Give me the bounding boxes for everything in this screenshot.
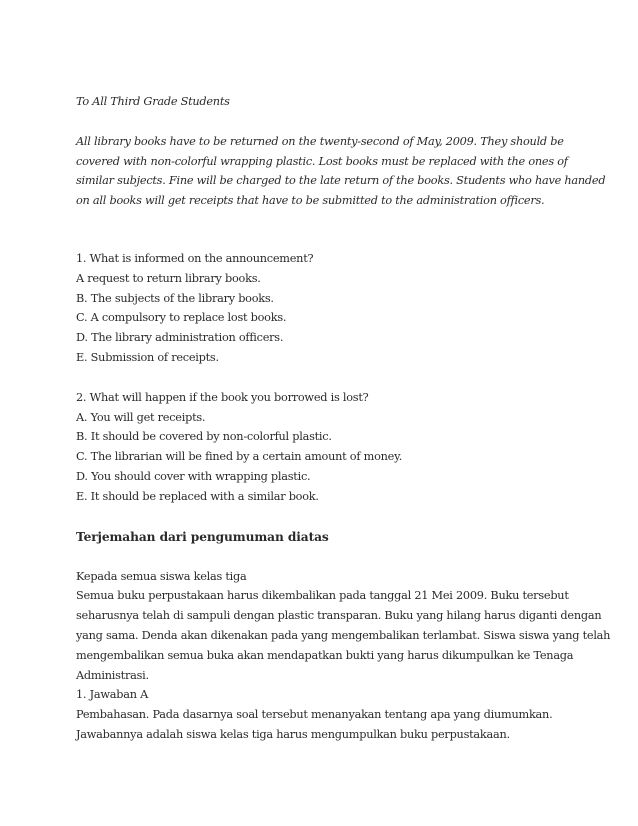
document-page xyxy=(76,92,611,745)
question-text: 1. What is informed on the announcement? xyxy=(76,251,314,265)
option-a: A. You will get receipts. xyxy=(76,410,206,424)
option-e: E. It should be replaced with a similar book. xyxy=(76,489,319,503)
announcement-salutation: To All Third Grade Students xyxy=(76,95,230,108)
translation-heading: Terjemahan dari pengumuman diatas xyxy=(76,529,329,544)
option-b: B. It should be covered by non-colorful plastic. xyxy=(76,430,332,444)
translation-line: Administrasi. xyxy=(76,668,149,682)
answer-line: 1. Jawaban A xyxy=(76,688,149,702)
translation-line: mengembalikan semua buka akan mendapatkan bukti yang harus dikumpulkan ke Tenaga xyxy=(76,648,574,662)
option-d: D. The library administration officers. xyxy=(76,331,284,345)
option-b: B. The subjects of the library books. xyxy=(76,291,274,305)
question-text: 2. What will happen if the book you borrowed is lost? xyxy=(76,390,369,404)
explanation-line: Jawabannya adalah siswa kelas tiga harus mengumpulkan buku perpustakaan. xyxy=(76,727,510,741)
translation-line: yang sama. Denda akan dikenakan pada yang mengembalikan terlambat. Siswa siswa yang telah xyxy=(76,628,611,642)
translation-line: Kepada semua siswa kelas tiga xyxy=(76,569,247,583)
announcement-line: on all books will get receipts that have to be submitted to the administration officers. xyxy=(76,194,545,208)
option-e: E. Submission of receipts. xyxy=(76,350,219,364)
translation-line: seharusnya telah di sampuli dengan plastic transparan. Buku yang hilang harus diganti dengan xyxy=(76,609,602,623)
option-c: C. The librarian will be fined by a certain amount of money. xyxy=(76,450,403,464)
announcement-line: similar subjects. Fine will be charged to the late return of the books. Students who have handed xyxy=(76,174,606,188)
option-c: C. A compulsory to replace lost books. xyxy=(76,311,287,325)
question-2 xyxy=(76,388,556,507)
question-1 xyxy=(76,249,556,368)
translation-line: Semua buku perpustakaan harus dikembalikan pada tanggal 21 Mei 2009. Buku tersebut xyxy=(76,589,569,603)
announcement-line: covered with non-colorful wrapping plastic. Lost books must be replaced with the ones of xyxy=(76,154,568,168)
option-a: A request to return library books. xyxy=(76,271,261,285)
announcement-line: All library books have to be returned on the twenty-second of May, 2009. They should be xyxy=(76,134,564,148)
translation-body xyxy=(76,567,611,745)
announcement-body xyxy=(76,132,606,211)
option-d: D. You should cover with wrapping plastic. xyxy=(76,469,311,483)
explanation-line: Pembahasan. Pada dasarnya soal tersebut menanyakan tentang apa yang diumumkan. xyxy=(76,708,553,722)
